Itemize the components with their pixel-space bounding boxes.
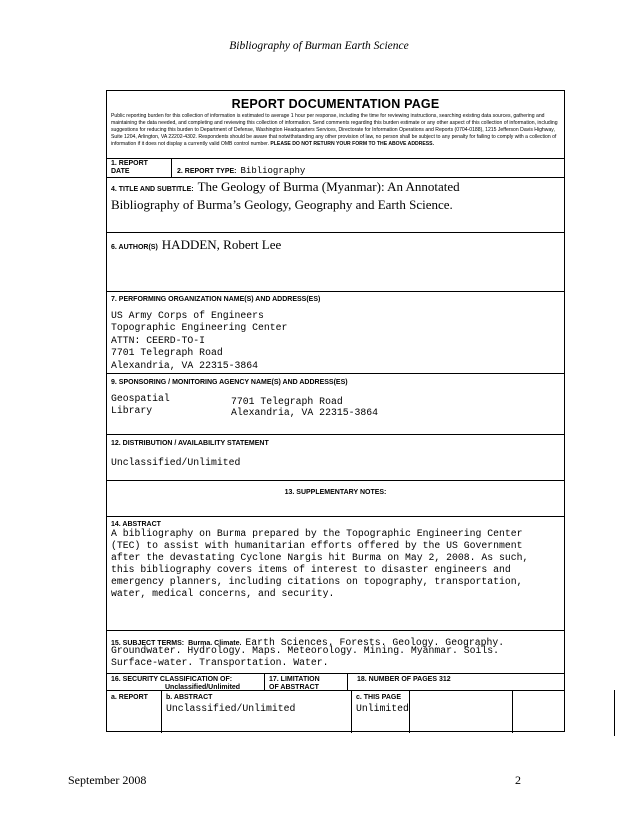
row-security-values	[107, 690, 564, 732]
field9-name-line: Geospatial	[111, 393, 170, 404]
field7-line: 7701 Telegraph Road	[111, 347, 223, 359]
row-distribution	[107, 434, 564, 480]
field15-terms-line: Surface-water. Transportation. Water.	[111, 657, 329, 668]
form-title: REPORT DOCUMENTATION PAGE	[231, 97, 440, 111]
field9-name	[111, 393, 170, 418]
field2-label: 2. REPORT TYPE:	[177, 168, 237, 175]
abstract-line: emergency planners, including citations on topography, transportation,	[111, 576, 523, 587]
field2-value: Bibliography	[240, 166, 306, 176]
abstract-line: A bibliography on Burma prepared by the Topographic Engineering Center	[111, 528, 523, 539]
field18-label: 18. NUMBER OF PAGES 312	[357, 676, 451, 683]
field1-label: 1. REPORT DATE	[111, 160, 148, 175]
field7-line: Alexandria, VA 22315-3864	[111, 359, 258, 371]
row-report-date-type	[107, 158, 564, 177]
field15-label: 15. SUBJECT TERMS:	[111, 640, 185, 647]
row-performing-org	[107, 291, 564, 373]
field17-label-line1: 17. LIMITATION	[269, 676, 320, 683]
field9-addr-line: Alexandria, VA 22315-3864	[231, 406, 378, 418]
field13-label: 13. SUPPLEMENTARY NOTES:	[284, 489, 387, 496]
burden-bold-notice: PLEASE DO NOT RETURN YOUR FORM TO THE ABOVE ADDRESS.	[270, 140, 434, 147]
field16-label: 16. SECURITY CLASSIFICATION OF:	[111, 676, 233, 683]
divider	[347, 674, 348, 691]
margin-rule	[614, 690, 615, 736]
field12-label: 12. DISTRIBUTION / AVAILABILITY STATEMENT	[111, 440, 269, 447]
row-title-subtitle	[107, 177, 564, 232]
field16c-label: c. THIS PAGE	[356, 694, 401, 701]
field7-address	[111, 310, 287, 372]
field16b-label: b. ABSTRACT	[166, 694, 213, 701]
running-header: Bibliography of Burman Earth Science	[229, 40, 409, 52]
row-author	[107, 232, 564, 291]
field12-value: Unclassified/Unlimited	[111, 457, 241, 468]
field9-addr-line: 7701 Telegraph Road	[231, 396, 343, 407]
field17-label-line2: OF ABSTRACT	[269, 684, 319, 691]
divider	[512, 691, 513, 733]
field4-line1	[111, 178, 460, 196]
burden-text: Public reporting burden for this collection of information is estimated to average 1 hour per response, including the time for reviewing instructions, searching existing data sources, gathering and maintaining the data needed, and completing and reviewing this collection of information. Send comments regarding this burden estimate or any other aspect of this collection of information, including suggestions for reducing this burden to Department of Defense, Washington Headquarters Services, Directorate for Information Operations and Reports (0704-0188), 1215 Jefferson Davis Highway, Suite 1204, Arlington, VA 22202-4302. Respondents should be aware that notwithstanding any other provision of law, no person shall be subject to any penalty for failing to comply with a collection of information if it does not display a currently valid OMB control number.	[111, 113, 558, 147]
field16c-value: Unlimited	[356, 703, 409, 714]
field9-label: 9. SPONSORING / MONITORING AGENCY NAME(S) AND ADDRESS(ES)	[111, 379, 348, 386]
field7-label: 7. PERFORMING ORGANIZATION NAME(S) AND ADDRESS(ES)	[111, 296, 321, 303]
row-sponsoring-agency	[107, 373, 564, 434]
footer-date: September 2008	[68, 773, 147, 787]
divider	[264, 674, 265, 691]
divider	[161, 691, 162, 733]
field6	[111, 236, 281, 254]
field16a-label: a. REPORT	[111, 694, 148, 701]
field9-address	[231, 397, 378, 418]
row-subject-terms	[107, 630, 564, 673]
field15-terms	[111, 645, 499, 669]
field9-name-line: Library	[111, 405, 153, 417]
field16-value: Unclassified/Unlimited	[165, 684, 241, 691]
field4-value-line2: Bibliography of Burma’s Geology, Geography and Earth Science.	[111, 197, 453, 212]
field7-line: ATTN: CEERD-TO-I	[111, 334, 206, 346]
field6-value: HADDEN, Robert Lee	[161, 237, 282, 252]
abstract-line: (TEC) to assist with humanitarian efforts offered by the US Government	[111, 540, 523, 551]
burden-statement	[111, 113, 558, 148]
field4-value-line1: The Geology of Burma (Myanmar): An Annotated	[197, 179, 460, 194]
divider	[409, 691, 410, 733]
divider	[171, 159, 172, 178]
report-documentation-form	[106, 90, 565, 732]
page-number: 2	[515, 773, 521, 787]
field6-label: 6. AUTHOR(S)	[111, 244, 158, 251]
field14-label: 14. ABSTRACT	[111, 521, 161, 528]
field14-text	[111, 528, 528, 600]
row-supplementary-notes	[107, 480, 564, 516]
field7-line: US Army Corps of Engineers	[111, 310, 264, 321]
field16b-value: Unclassified/Unlimited	[166, 703, 296, 714]
abstract-line: water, medical concerns, and security.	[111, 588, 335, 599]
row-security-header	[107, 673, 564, 690]
abstract-line: after the devastating Cyclone Nargis hit Burma on May 2, 2008. As such,	[111, 552, 529, 563]
field2	[177, 160, 305, 178]
field15-terms-line1: Earth Sciences. Forests. Geology. Geography.	[245, 637, 505, 648]
row-abstract	[107, 516, 564, 630]
field7-line: Topographic Engineering Center	[111, 322, 288, 334]
abstract-line: this bibliography covers items of interest to disaster engineers and	[111, 564, 511, 575]
field4-label: 4. TITLE AND SUBTITLE:	[111, 186, 194, 193]
field15-bold-terms: Burma. Climate.	[188, 640, 242, 647]
field15-terms-line: Groundwater. Hydrology. Maps. Meteorology. Mining. Myanmar. Soils.	[111, 645, 500, 656]
divider	[351, 691, 352, 733]
